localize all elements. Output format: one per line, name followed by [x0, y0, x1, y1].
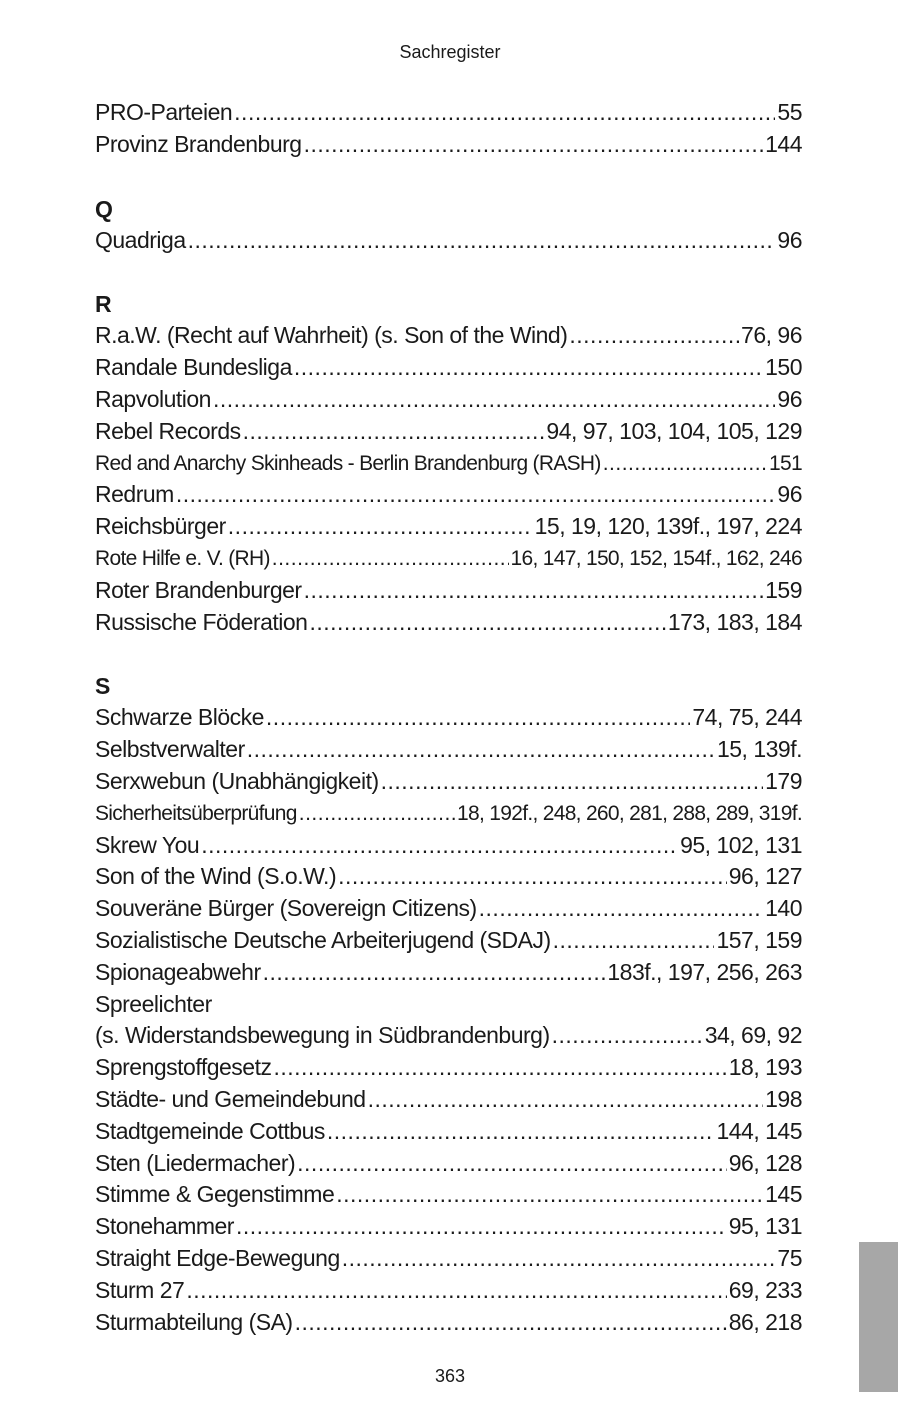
index-entry	[95, 766, 802, 798]
dot-leader	[342, 1243, 776, 1275]
entry-pages: 94, 97, 103, 104, 105, 129	[546, 417, 802, 444]
entry-term: Quadriga	[95, 226, 186, 253]
index-entry	[95, 607, 802, 639]
dot-leader	[304, 575, 764, 607]
dot-leader	[553, 925, 715, 957]
entry-term: PRO-Parteien	[95, 99, 233, 125]
entry-heading-spreelichter: Spreelichter	[95, 990, 212, 1017]
entry-term: Stonehammer	[95, 1213, 234, 1240]
entry-term: Red and Anarchy Skinheads - Berlin Brandenburg (RASH)	[95, 451, 601, 475]
entry-term: Schwarze Blöcke	[95, 704, 264, 731]
entry-pages: 144, 145	[716, 1117, 802, 1144]
entry-pages: 74, 75, 244	[692, 704, 802, 731]
entry-term: Sicherheitsüberprüfung	[95, 801, 297, 825]
dot-leader	[295, 1307, 727, 1339]
entry-term: Stimme & Gegenstimme	[95, 1181, 335, 1208]
index-entry	[95, 225, 802, 257]
dot-leader	[299, 798, 455, 830]
index-entry	[95, 97, 802, 129]
index-entry	[95, 1211, 802, 1243]
entry-pages: 159	[765, 576, 802, 603]
entry-pages: 96, 127	[728, 863, 802, 890]
section-letter-s: S	[95, 673, 111, 700]
entry-term: Sten (Liedermacher)	[95, 1149, 296, 1176]
entry-pages: 95, 131	[728, 1213, 802, 1240]
index-entry	[95, 1243, 802, 1275]
entry-pages: 18, 193	[728, 1054, 802, 1081]
entry-term: Sozialistische Deutsche Arbeiterjugend (SDAJ)	[95, 926, 551, 953]
entry-pages: 173, 183, 184	[667, 608, 802, 635]
entry-pages: 179	[765, 767, 802, 794]
entry-term: R.a.W. (Recht auf Wahrheit) (s. Son of the Wind)	[95, 322, 568, 349]
entry-term: Provinz Brandenburg	[95, 130, 302, 157]
dot-leader	[338, 861, 727, 893]
entry-term: Rapvolution	[95, 385, 211, 412]
entry-term: Stadtgemeinde Cottbus	[95, 1117, 325, 1144]
entry-term: (s. Widerstandsbewegung in Südbrandenburg)	[95, 1022, 550, 1049]
subject-index	[95, 97, 802, 1338]
entry-pages: 96, 128	[728, 1149, 802, 1176]
dot-leader	[294, 352, 763, 384]
dot-leader	[213, 384, 775, 416]
entry-term: Reichsbürger	[95, 513, 226, 540]
dot-leader	[234, 97, 775, 129]
entry-term: Redrum	[95, 481, 174, 508]
index-entry	[95, 511, 802, 543]
index-entry	[95, 1116, 802, 1148]
index-entry	[95, 448, 802, 480]
dot-leader	[552, 1020, 703, 1052]
entry-term: Sturm 27	[95, 1276, 185, 1303]
entry-term: Städte- und Gemeindebund	[95, 1085, 366, 1112]
entry-pages: 145	[765, 1181, 802, 1208]
index-entry	[95, 543, 802, 575]
entry-term: Sturmabteilung (SA)	[95, 1308, 293, 1335]
thumb-index-tab	[859, 1242, 898, 1392]
dot-leader	[368, 1084, 764, 1116]
entry-pages: 75	[777, 1244, 802, 1271]
entry-pages: 95, 102, 131	[680, 831, 802, 858]
index-entry	[95, 702, 802, 734]
index-entry	[95, 416, 802, 448]
dot-leader	[381, 766, 764, 798]
entry-term: Selbstverwalter	[95, 736, 245, 763]
index-entry	[95, 1084, 802, 1116]
index-entry	[95, 384, 802, 416]
dot-leader	[297, 1148, 727, 1180]
entry-term: Skrew You	[95, 831, 200, 858]
dot-leader	[327, 1116, 715, 1148]
index-entry	[95, 734, 802, 766]
entry-pages: 183f., 197, 256, 263	[607, 958, 802, 985]
page-number: 363	[434, 1366, 466, 1386]
dot-leader	[201, 830, 678, 862]
index-entry	[95, 320, 802, 352]
entry-pages: 140	[765, 895, 802, 922]
entry-pages: 55	[777, 99, 802, 125]
dot-leader	[263, 957, 606, 989]
section-letter-q: Q	[95, 195, 113, 222]
index-entry	[95, 830, 802, 862]
dot-leader	[176, 479, 776, 511]
index-entry	[95, 798, 802, 830]
entry-pages: 150	[765, 354, 802, 381]
dot-leader	[228, 511, 533, 543]
entry-pages: 151	[769, 451, 802, 475]
index-entry	[95, 1020, 802, 1052]
entry-pages: 15, 139f.	[716, 736, 802, 763]
index-entry	[95, 957, 802, 989]
index-entry	[95, 479, 802, 511]
index-entry	[95, 1275, 802, 1307]
dot-leader	[243, 416, 545, 448]
entry-pages: 18, 192f., 248, 260, 281, 288, 289, 319f.	[457, 801, 802, 825]
entry-term: Rebel Records	[95, 417, 241, 444]
index-entry	[95, 861, 802, 893]
running-title: Sachregister	[399, 42, 501, 62]
entry-term: Russische Föderation	[95, 608, 308, 635]
dot-leader	[247, 734, 715, 766]
entry-pages: 69, 233	[728, 1276, 802, 1303]
dot-leader	[304, 129, 764, 161]
dot-leader	[266, 702, 690, 734]
index-entry	[95, 893, 802, 925]
entry-pages: 16, 147, 150, 152, 154f., 162, 246	[510, 546, 802, 570]
index-entry	[95, 129, 802, 161]
entry-term: Roter Brandenburger	[95, 576, 302, 603]
dot-leader	[603, 448, 767, 480]
dot-leader	[569, 320, 739, 352]
dot-leader	[336, 1179, 763, 1211]
index-entry	[95, 575, 802, 607]
entry-pages: 34, 69, 92	[704, 1022, 802, 1049]
entry-term: Souveräne Bürger (Sovereign Citizens)	[95, 895, 477, 922]
section-letter-r: R	[95, 291, 112, 318]
entry-term: Randale Bundesliga	[95, 354, 292, 381]
dot-leader	[272, 543, 509, 575]
entry-pages: 86, 218	[728, 1308, 802, 1335]
dot-leader	[236, 1211, 727, 1243]
entry-pages: 15, 19, 120, 139f., 197, 224	[534, 513, 802, 540]
index-entry	[95, 352, 802, 384]
entry-pages: 157, 159	[716, 926, 802, 953]
index-entry	[95, 1307, 802, 1339]
entry-term: Serxwebun (Unabhängigkeit)	[95, 767, 379, 794]
entry-term: Son of the Wind (S.o.W.)	[95, 863, 337, 890]
index-entry	[95, 1148, 802, 1180]
dot-leader	[309, 607, 665, 639]
entry-pages: 96	[777, 226, 802, 253]
entry-term: Rote Hilfe e. V. (RH)	[95, 546, 270, 570]
dot-leader	[186, 1275, 726, 1307]
entry-pages: 96	[777, 481, 802, 508]
entry-term: Sprengstoffgesetz	[95, 1054, 272, 1081]
entry-pages: 144	[765, 130, 802, 157]
dot-leader	[188, 225, 776, 257]
entry-pages: 96	[777, 385, 802, 412]
index-entry	[95, 1052, 802, 1084]
dot-leader	[273, 1052, 726, 1084]
entry-pages: 76, 96	[741, 322, 802, 349]
index-entry	[95, 1179, 802, 1211]
entry-term: Straight Edge-Bewegung	[95, 1244, 340, 1271]
dot-leader	[479, 893, 763, 925]
entry-pages: 198	[765, 1085, 802, 1112]
index-entry	[95, 925, 802, 957]
entry-term: Spionageabwehr	[95, 958, 261, 985]
